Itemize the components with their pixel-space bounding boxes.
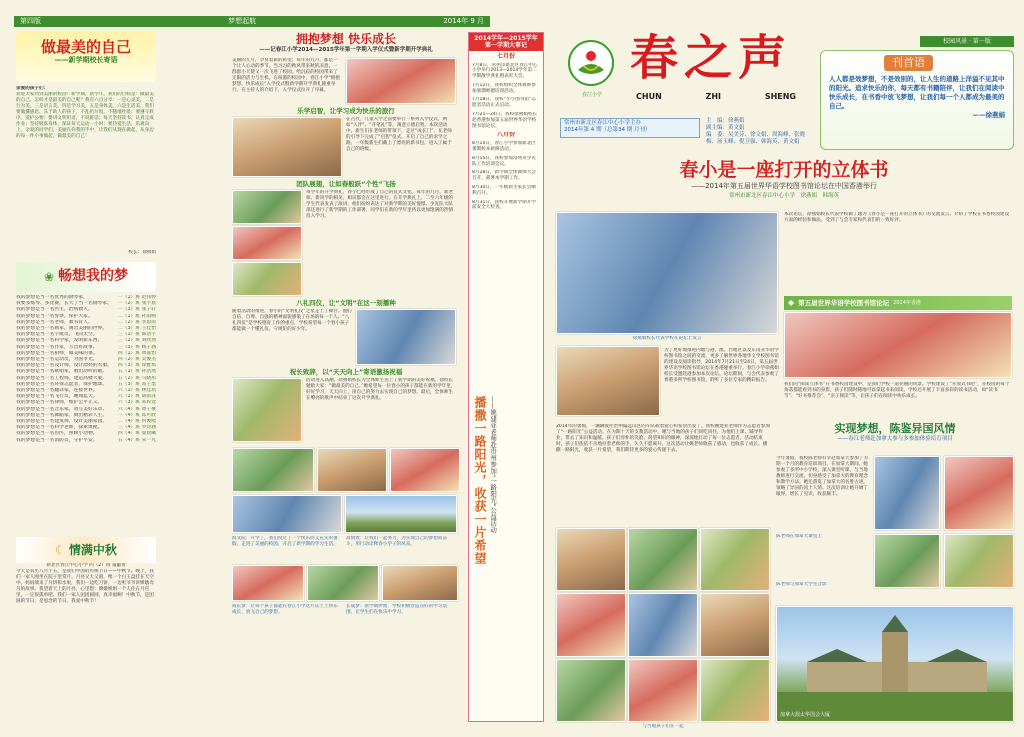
poem-line-author: 三（4）班 罗诗涵 <box>117 425 156 431</box>
motto-box <box>820 50 1014 150</box>
photo-note-right: 高情致：让我们一起努力，为实现自己的梦想而奋斗，用行动诠释春小学子的风采。 <box>346 536 448 548</box>
poem-line-author: 二（4）班 何俊熙 <box>117 419 156 425</box>
opening-row-1 <box>232 58 460 104</box>
poem-line-author: 六（4）班 黄子豪 <box>117 406 156 412</box>
poem-line-text: 我的梦想是当一名科学老师，探索奥秘。 <box>16 425 103 431</box>
principal-message-header <box>16 32 156 82</box>
feature-title: 春小是一座打开的立体书 <box>679 159 889 181</box>
right-section-label: 校园风景 · 第一版 <box>943 38 991 45</box>
event-item: 8月15日，我校参加常州市少先队工作培训会议。 <box>472 155 536 167</box>
volunteer-photo-7 <box>556 659 626 722</box>
volunteer-photo-5 <box>628 593 698 656</box>
section-1-title: 乐学启智，让学习成为快乐的旅行 <box>297 106 395 115</box>
event-item: 8月31日，我校开展新学期开学前安全大检查。 <box>472 199 536 211</box>
staff-name: 徐燕娟 <box>728 118 745 124</box>
edition-label: 第四版 <box>20 17 41 25</box>
canada-header <box>776 422 1014 454</box>
mid-autumn-byline: 新北区春江中心小学 四（2）班 董蕙菁 <box>46 563 126 568</box>
poem-line-text: 我的梦想是当一名环保志愿者，保护地球。 <box>16 381 108 387</box>
ceremony-photo-4 <box>232 226 302 260</box>
forum-banner-sub: 2014年香港 <box>893 299 921 306</box>
staff-name: 黄文娟 <box>728 125 745 131</box>
poem-line-text: 我的梦想是当一名医生，治病救人。 <box>16 307 93 313</box>
pinyin-syllable: ZHI <box>705 92 722 101</box>
poem-line-text: 我的梦想是当一名兽医，照顾小动物。 <box>16 431 98 437</box>
event-item: 8月30日，一年级新生家长会顺利召开。 <box>472 185 536 196</box>
vertical-title: 播撒一路阳光，收获一片希望 <box>473 395 487 565</box>
feature-subtitle: ——2014年第五届世界华语学校图书馆论坛在中国香港举行 <box>691 182 877 190</box>
motto-body: 人人都是效梦想，不是效别的，让人生的道路上洋溢不见其中的阳光。追求快乐的你，每天都有书籍陪伴，让我们在阅读中快乐成长，在书香中放飞梦想，让我们每一个人都成为最美的自己。 <box>829 74 1005 110</box>
poem-line-text: 我要多练琴、多比赛，长大了当一名钢琴家。 <box>16 301 112 307</box>
events-list <box>469 63 543 393</box>
staff-role: 副主编： <box>706 125 729 131</box>
canada-caption-bottom: 加拿大渥太华国会大厦 <box>780 712 831 718</box>
ceremony-photo-7 <box>232 378 302 442</box>
section-4-body: 活动进入高潮，徐燕娟校长为全体师生送上了新学期的美好祝福。徐校长勉励大家：“做最美的自己。”她希望每一位春小的孩子都能在新的学年里，好好学习，天天向上，用自己的努力去实现自己的梦想。最后，全体师生在嘹亮的歌声中结束了这次开学典礼。 <box>306 378 456 402</box>
school-logo-icon <box>566 38 616 88</box>
event-item: 7月18日，我校“小小图书馆”志愿者活动正式启动。 <box>472 97 537 109</box>
poem-line-author: 二（3）班 王佳怡 <box>117 326 156 332</box>
column-1 <box>16 32 156 722</box>
event-item: 7月21—24日，我校徐燕娟校长赴香港参加第五届世界华语学校图书馆论坛。 <box>472 112 538 129</box>
principal-message-title: 做最美的自己 <box>40 38 131 56</box>
moon-icon: ☾ <box>55 542 66 557</box>
poem-line-text: 我的梦想是当一名优秀的钢琴家， <box>16 295 88 300</box>
photo-grid-row-3 <box>232 565 460 601</box>
poem-line-text: 我的梦想是当一名警察，保护大家。 <box>16 313 93 319</box>
poem-line-text: 我的梦想是当一名科学家，发明新东西。 <box>16 338 103 344</box>
ceremony-photo-2 <box>232 117 342 177</box>
column-3 <box>468 32 544 722</box>
grid-photo-6 <box>232 565 304 601</box>
ceremony-photo-6 <box>356 309 456 365</box>
volunteer-body: 2014年的暑假，一辆辆驶往贵州偏远山区的车队载着爱心和希望出发了。我校姚建亚老师作为志愿者参加了“一路阳光”公益活动。在为期十天的支教活动中，她与当地的孩子们同吃同住，为他们上课、辅导作业，带去了知识和温暖。孩子们淳朴的笑脸、渴望知识的眼神，深深地打动了每一位志愿者。活动结束时，孩子们依依不舍地拉着老师的手，久久不愿离开。这次活动让姚老师收获了感动，也收获了成长。播撒一路阳光，收获一片希望，我们期待更多的爱心传递下去。 <box>556 424 770 453</box>
grid-photo-1 <box>232 448 314 492</box>
pinyin-syllable: CHUN <box>636 92 662 101</box>
event-item: 8月10日，春江小学参加新北区暑期校本研修活动。 <box>472 141 536 153</box>
poem-line-text: 我的梦想是当一名工程师，建造高楼大厦。 <box>16 375 108 381</box>
poem-line-author: 三（2）班 刘欣然 <box>117 338 156 344</box>
left-header-strip <box>14 16 490 27</box>
photo-stack-left <box>232 190 302 296</box>
photo-notes-2 <box>232 604 460 628</box>
opening-row-3 <box>232 190 460 296</box>
principal-message-subtitle: ——新学期校长寄语 <box>54 56 118 64</box>
poem-line-text: 我的梦想是当一名运动员，为国争光。 <box>16 357 98 363</box>
poem-line-author: 六（1）班 林佳琪 <box>117 388 156 394</box>
sponsor-text: 常州市新北区春江中心小学主办 <box>564 120 642 126</box>
staff-role: 主 编： <box>706 118 729 124</box>
poem-line-author: 四（3）班 徐雅琪 <box>117 363 156 369</box>
volunteer-photo-2 <box>628 528 698 591</box>
masthead <box>560 30 800 116</box>
staff-row <box>706 118 816 125</box>
canada-photo-3 <box>874 534 940 588</box>
canada-body: 今年暑假，我校陈老师有幸赴加拿大参加了为期一个月的教育培训项目。在加拿大期间，她参观了多所中小学校，深入课堂听课，与当地教师进行交流，切身感受了加拿大的教育理念和教学方法。她还游览了加拿大的名胜古迹，领略了异国的风土人情。这次培训让她开阔了眼界，增长了见识，收获颇丰。 <box>776 456 868 497</box>
volunteer-photo-3 <box>700 528 770 591</box>
section-1-body: 在古代，儿童入学之前要举行一系列入学仪式，例如“入泮”、“开笔礼”等，寓意立德启智。本次活动中，新生们在老师的带领下，走过“成长门”，在老师的引导下完成了“启智”仪式，开启了自己的求学之路。一年级新生们戴上了漂亮的新书包，进入了属于自己的班级。 <box>346 117 452 152</box>
poem-line-author: 一（2）班 张宇晨 <box>117 301 156 307</box>
grid-photo-8 <box>382 565 458 601</box>
poem-line-text: 我的梦想是当一名消防员，守护平安。 <box>16 437 98 443</box>
grid-photo-7 <box>307 565 379 601</box>
principal-sign: 校长：徐燕娟 <box>128 250 156 255</box>
canada-photo-2 <box>944 456 1014 530</box>
photo-note-bottom-left: 成长梦：让每个孩子都能在春江小学这片沃土上快乐成长，放飞自己的梦想。 <box>232 604 338 616</box>
volunteer-photo-9 <box>700 659 770 722</box>
event-item: 8月28日，新学期全体教师大会召开，部署本学期工作。 <box>472 170 536 182</box>
right-header-strip <box>920 36 1014 47</box>
canada-title: 实现梦想，陈鉴异国风情 <box>834 422 956 435</box>
feature-caption: 徐燕娟校长代表学校在论坛上发言 <box>632 336 702 341</box>
section-3-body: 随着活动的推进，春小的“文明礼仪”之星走上了舞台。他们自信、自尊、自强的精神面貌感染了在场的每一个人。“八礼四仪”是学校德育工作的重点，学校希望每一个春小孩子都能做一个懂礼仪、守规矩的好少年。 <box>232 309 352 333</box>
ceremony-photo-1 <box>346 58 456 104</box>
forum-banner <box>784 296 1012 310</box>
event-item: 7月12日，我校组织全体教师参加暑期师德培训活动。 <box>472 82 536 94</box>
staff-row <box>706 125 816 132</box>
dream-section-title: 畅想我的梦 <box>58 268 129 285</box>
poem-line-author: 五（1）班 孙浩然 <box>117 369 156 375</box>
opening-row-5 <box>232 378 460 442</box>
mid-autumn-body: 今天是农历八月十五，是我们中国的传统节日——中秋节。晚上，我们一家人围坐在院子里赏月。月亮又大又圆，像一个白玉盘挂在天空中。妈妈端来了月饼和水果，我们一边吃月饼，一边听爷爷讲嫦娥奔月的故事。我望着天上的月亮，心里想：嫦娥姐姐一个人住在月宫里，一定很孤单吧。我们一家人团团圆圆，真幸福啊！中秋节，是团圆的节日，是思念的节日，我爱中秋节！ <box>16 569 154 604</box>
vertical-subtitle: ——姚建亚老师赴贵州参加“一路阳光”公益活动 <box>489 395 498 533</box>
event-item: 八月份 <box>496 132 515 139</box>
mid-autumn-header <box>16 537 156 563</box>
ceremony-photo-3 <box>232 190 302 224</box>
parliament-building-icon <box>777 607 1014 722</box>
ceremony-photo-5 <box>232 262 302 296</box>
poem-line-author: 二（1）班 孙雨晴 <box>117 313 156 319</box>
volunteer-photo-1 <box>556 528 626 591</box>
events-title: 2014学年—2015学年 第一学期大事记 <box>469 33 543 51</box>
poem-line-author: 五（2）班 马晓彤 <box>117 375 156 381</box>
feature-photo <box>556 212 778 334</box>
canada-caption-top: 陈老师在加拿大课堂上 <box>776 534 822 539</box>
poem-line-text: 我的梦想是当一名厨师，做美味的菜。 <box>16 350 98 356</box>
poem-line-text: 我的梦想是当一名舞蹈家，舞出精彩人生。 <box>16 412 108 418</box>
forum-logo-icon: ◆ <box>788 298 795 307</box>
poem-line-text: 我的梦想是当一名律师，维护公平正义。 <box>16 400 103 406</box>
poem-line-text: 我的梦想是当一名作家，写出好故事。 <box>16 344 98 350</box>
dream-leaf-icon: ❀ <box>43 269 55 284</box>
opening-ceremony-subtitle: ——记春江小学2014—2015学年第一学期入学仪式暨新学期开学典礼 <box>259 47 433 53</box>
staff-row <box>706 132 816 146</box>
poem-line-author: 四（4）班 梁晨曦 <box>117 431 156 437</box>
volunteer-photo-6 <box>700 593 770 656</box>
volunteer-photo-grid <box>556 528 770 722</box>
poem-line-author: 二（2）班 李思雨 <box>117 319 156 325</box>
feature-body-2: 本次论坛，徐燕娟校长代表学校做了题为《春小是一座打开的立体书》的交流发言，介绍了学校在书香校园建设方面的经验和做法，受到了与会专家和代表们的一致好评。 <box>784 212 1010 223</box>
canada-photo-4 <box>944 534 1014 588</box>
poem-line-author: 五（4）班 宋一凡 <box>117 437 156 443</box>
sponsor-box <box>560 118 700 138</box>
dream-poem-list <box>16 295 156 533</box>
poem-line-author: 三（3）班 杨子涵 <box>117 344 156 350</box>
photo-grid-row-1 <box>232 448 460 492</box>
grid-photo-5 <box>345 495 457 533</box>
section-label: 梦想起航 <box>228 17 257 25</box>
poem-line-text: 我的梦想是当一名音乐家，谱写美好乐章。 <box>16 406 108 412</box>
event-item: 7月8日，常州市新北区春江中心小学举行2013—2014学年第二学期散学典礼暨表彰大会。 <box>472 62 538 80</box>
pinyin-syllable: SHENG <box>764 92 796 101</box>
canada-photo-1 <box>874 456 940 530</box>
feature-body-3: 我们的“阅读立体书”在书香校园建设中，是我们学校一道亮丽的风景。学校建设了“开放式书吧”，在校园的每个角落都能看到书的身影，孩子们随时随地可以拿起书来阅读。学校还开展了丰富多彩的读书活动，如“读书节”、“好书推荐会”、“亲子阅读”等，让孩子们在阅读中快乐成长。 <box>784 382 1010 399</box>
logo-caption: 春江小学 <box>581 92 602 98</box>
poem-line-author: 一（4）班 郑可欣 <box>117 412 156 418</box>
poem-line-text: 我的梦想是当一名老师，教书育人。 <box>16 319 93 325</box>
events-month-july: 七月份 <box>496 53 515 60</box>
masthead-pinyin <box>636 92 796 102</box>
opening-row-4 <box>232 309 460 365</box>
poem-line-author: 一（3）班 张子轩 <box>117 307 156 313</box>
section-3-title: 八礼四仪，让“文明”在这一刻播种 <box>296 299 396 308</box>
feature-byline: 常州市新北区春江中心小学 徐燕娟 韩海英 <box>728 192 839 199</box>
staff-name: 吴美芬、徐文娟、周海峰、张晓梅、汤玉峰、倪卫强、韩海英、黄文娟 <box>706 132 806 145</box>
library-photo <box>556 346 660 416</box>
poem-line-author: 六（2）班 胡雨泽 <box>117 394 156 400</box>
forum-banner-text: 第五届世界华语学校图书馆论坛 <box>798 298 890 307</box>
masthead-title: 春之声 <box>630 30 793 86</box>
poem-line-author: 四（1）班 周嘉怡 <box>117 350 156 356</box>
section-4-title: 祝长致辞，以“天天向上”寄语激扬祝福 <box>289 368 403 377</box>
opening-body-1: 美丽的九月，孕育着新的希望；每年的九月，都是一个让人心动的季节。当习习的秋风带来秋的凉意，一群群小天使又一次飞进了校园。给沉寂的校园带来了无限的活力与生机。在喧嚣的校园中，春江小学“拥抱梦想、快乐成长”入学仪式暨新学期开学典礼隆重举行。在主持人的介绍下，入学仪式拉开了序幕。 <box>232 57 341 93</box>
poem-line-text: 我的梦想是当一名设计师，设计漂亮的衣服。 <box>16 363 112 369</box>
grid-photo-3 <box>390 448 460 492</box>
poem-line-text: 我的梦想是当一名建筑师，设计美丽家园。 <box>16 419 108 425</box>
photo-grid-row-2 <box>232 495 460 533</box>
volunteer-caption: 与当地孩子们在一起 <box>642 724 684 729</box>
staff-role: 编 委： <box>706 132 729 138</box>
poem-line-text: 我的梦想是当一名歌唱家，唱出动听的歌。 <box>16 369 108 375</box>
parliament-photo <box>776 606 1014 722</box>
poem-line-author: 五（3）班 高子墨 <box>117 381 156 387</box>
grid-photo-4 <box>232 495 342 533</box>
poem-line-text: 我的梦想是当一名翻译家，连接世界。 <box>16 388 98 394</box>
column-2 <box>232 32 460 722</box>
poem-line <box>16 438 156 444</box>
poem-line-author: 一（1）班 赵伟婷 <box>117 295 156 300</box>
issue-text: 2014年第 4 期（总第34 期 月刊） <box>564 126 651 133</box>
volunteer-photo-4 <box>556 593 626 656</box>
salutation: 亲爱的孩子们： <box>16 86 49 91</box>
poem-line-text: 我的梦想是当一名飞行员，翱翔蓝天。 <box>16 394 98 400</box>
section-2-title: 团队展翅，让如春般跃“个性”飞扬 <box>296 180 396 188</box>
canada-subtitle: ——春江老师赴加拿大参与多参加体验培育项目 <box>837 435 953 442</box>
poem-line-text: 我的梦想是当一名画家，画出美丽的世界。 <box>16 326 108 332</box>
feature-header <box>556 158 1012 210</box>
opening-row-2 <box>232 117 460 177</box>
photo-notes <box>232 536 460 562</box>
poem-line-author: 六（3）班 朱梓萱 <box>117 400 156 406</box>
poem-line-author: 三（1）班 陈浩宇 <box>117 332 156 338</box>
mid-autumn-title: 情满中秋 <box>68 542 117 557</box>
section-2-body: 每学年的开学典礼，春小已经形成了自己的仪式文化。每年的九月，新老师、新同学的相见、相识都会在这里进行。在开学典礼上，二至六年级的学生代表发表了演讲，他们纷纷表达了对新学期的美好憧憬。少先队大队部还进行了新学期的工作部署，同学们在新的学年里将以更加饱满的热情投入学习。 <box>306 190 454 220</box>
motto-title: 刊首语 <box>884 55 933 71</box>
forum-group-photo <box>784 312 1012 378</box>
poem-line-author: 四（2）班 吴俊杰 <box>117 357 156 363</box>
principal-message-body: 欢迎大家回到美丽的校园！新学期、新学年，我们的目标是：做最美的自己。怎样才是最美的自己呢？我有六点分享：一是心灵美，二是行为美，三是语言美，四是学习美，五是身体美，六是生活美。我们要做懂感恩、乐于助人的孩子，不乱扔垃圾、不随地吐痰；要遵守秩序、爱护公物；要讲文明用语，不说脏话；每天坚持读书、认真完成作业；坚持锻炼身体，保证每天运动一小时；要热爱生活、乐观向上。亲爱的同学们，美丽在你我的手中，让我们从现在做起，从身边的每一件小事做起，做最美的自己！ <box>16 92 154 139</box>
poem-line-text: 我的梦想是当一名宇航员，飞向太空。 <box>16 332 98 338</box>
motto-sign: ——徐燕娟 <box>972 110 1005 119</box>
dream-section-header <box>16 262 156 292</box>
vertical-headline <box>469 393 543 653</box>
canada-caption-mid: 陈老师与加拿大学生合影 <box>776 582 827 587</box>
opening-ceremony-title: 拥抱梦想 快乐成长 <box>295 32 397 46</box>
date-label: 2014年 9 月 <box>443 17 484 25</box>
grid-photo-2 <box>317 448 387 492</box>
feature-body-1: 为了更好地推进内地与港、澳、台地区以及东南亚华语学校图书馆之间的交流，更多了解世界各地华文学校图书馆的建设及阅读指导，2014年7月21日至24日，第五届世界华语学校图书馆论坛在香港隆重举行。春江小学徐燕娟校长受邀赴港参加本次论坛。论坛期间，与会代表参观了香港多所学校图书馆，聆听了多位专家的精彩报告。 <box>664 348 779 383</box>
photo-note-left: 海文院：开学了，我们度过了一个快乐而又充实的暑假，走进了美丽的校园，开启了新学期的学习生活。 <box>232 536 338 548</box>
volunteer-photo-8 <box>628 659 698 722</box>
staff-box <box>706 118 816 156</box>
photo-note-bottom-right: 长成梦：新学期伊始，学校积极营造良好的学习氛围，让学生们在快乐中学习。 <box>346 604 448 616</box>
